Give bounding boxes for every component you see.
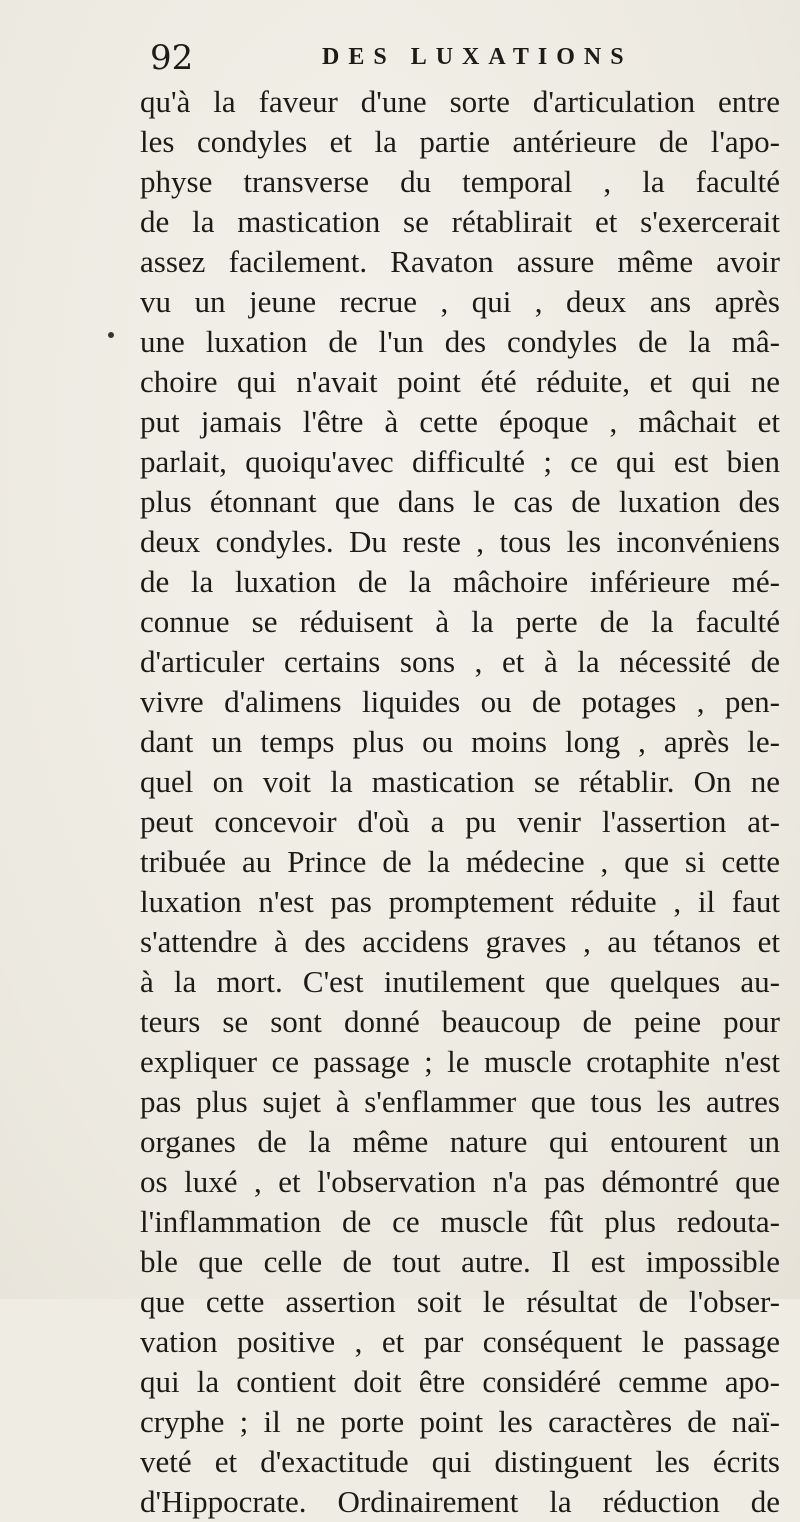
text-line: à la mort. C'est inutilement que quelques au-	[140, 964, 780, 999]
running-head	[150, 38, 770, 78]
text-line: tribuée au Prince de la médecine , que si cette	[140, 844, 780, 879]
text-line: vivre d'alimens liquides ou de potages , pen-	[140, 684, 780, 719]
text-line: une luxation de l'un des condyles de la mâ-	[140, 324, 780, 359]
text-line: choire qui n'avait point été réduite, et qui ne	[140, 364, 780, 399]
text-line: que cette assertion soit le résultat de l'obser-	[140, 1284, 780, 1319]
text-line: assez facilement. Ravaton assure même avoir	[140, 244, 780, 279]
text-line: teurs se sont donné beaucoup de peine pour	[140, 1004, 780, 1039]
text-line: vu un jeune recrue , qui , deux ans après	[140, 284, 780, 319]
text-line: connue se réduisent à la perte de la faculté	[140, 604, 780, 639]
text-line: cryphe ; il ne porte point les caractères de naï-	[140, 1404, 780, 1439]
text-line: l'inflammation de ce muscle fût plus redouta-	[140, 1204, 780, 1239]
text-line: peut concevoir d'où a pu venir l'assertion at-	[140, 804, 780, 839]
text-line: luxation n'est pas promptement réduite , il faut	[140, 884, 780, 919]
text-line: d'Hippocrate. Ordinairement la réduction de	[140, 1484, 780, 1519]
text-line: dant un temps plus ou moins long , après le-	[140, 724, 780, 759]
body-text	[140, 82, 780, 1522]
text-line: plus étonnant que dans le cas de luxation des	[140, 484, 780, 519]
text-line: de la luxation de la mâchoire inférieure mé-	[140, 564, 780, 599]
running-title: DES LUXATIONS	[322, 44, 633, 70]
text-line: quel on voit la mastication se rétablir. On ne	[140, 764, 780, 799]
text-line: les condyles et la partie antérieure de l'apo-	[140, 124, 780, 159]
text-line: veté et d'exactitude qui distinguent les écrits	[140, 1444, 780, 1479]
text-line: put jamais l'être à cette époque , mâchait et	[140, 404, 780, 439]
text-line: d'articuler certains sons , et à la nécessité de	[140, 644, 780, 679]
text-line: deux condyles. Du reste , tous les inconvéniens	[140, 524, 780, 559]
page-number: 92	[150, 38, 194, 78]
text-line: parlait, quoiqu'avec difficulté ; ce qui est bien	[140, 444, 780, 479]
text-line: ble que celle de tout autre. Il est impossible	[140, 1244, 780, 1279]
text-line: de la mastication se rétablirait et s'exercerait	[140, 204, 780, 239]
text-line: s'attendre à des accidens graves , au tétanos et	[140, 924, 780, 959]
text-line: qu'à la faveur d'une sorte d'articulation entre	[140, 84, 780, 119]
text-line: pas plus sujet à s'enflammer que tous les autres	[140, 1084, 780, 1119]
text-line: physe transverse du temporal , la faculté	[140, 164, 780, 199]
text-line: expliquer ce passage ; le muscle crotaphite n'est	[140, 1044, 780, 1079]
text-line: qui la contient doit être considéré cemme apo-	[140, 1364, 780, 1399]
text-line: vation positive , et par conséquent le passage	[140, 1324, 780, 1359]
margin-dot-mark	[108, 332, 114, 338]
text-line: os luxé , et l'observation n'a pas démontré que	[140, 1164, 780, 1199]
text-line: organes de la même nature qui entourent un	[140, 1124, 780, 1159]
